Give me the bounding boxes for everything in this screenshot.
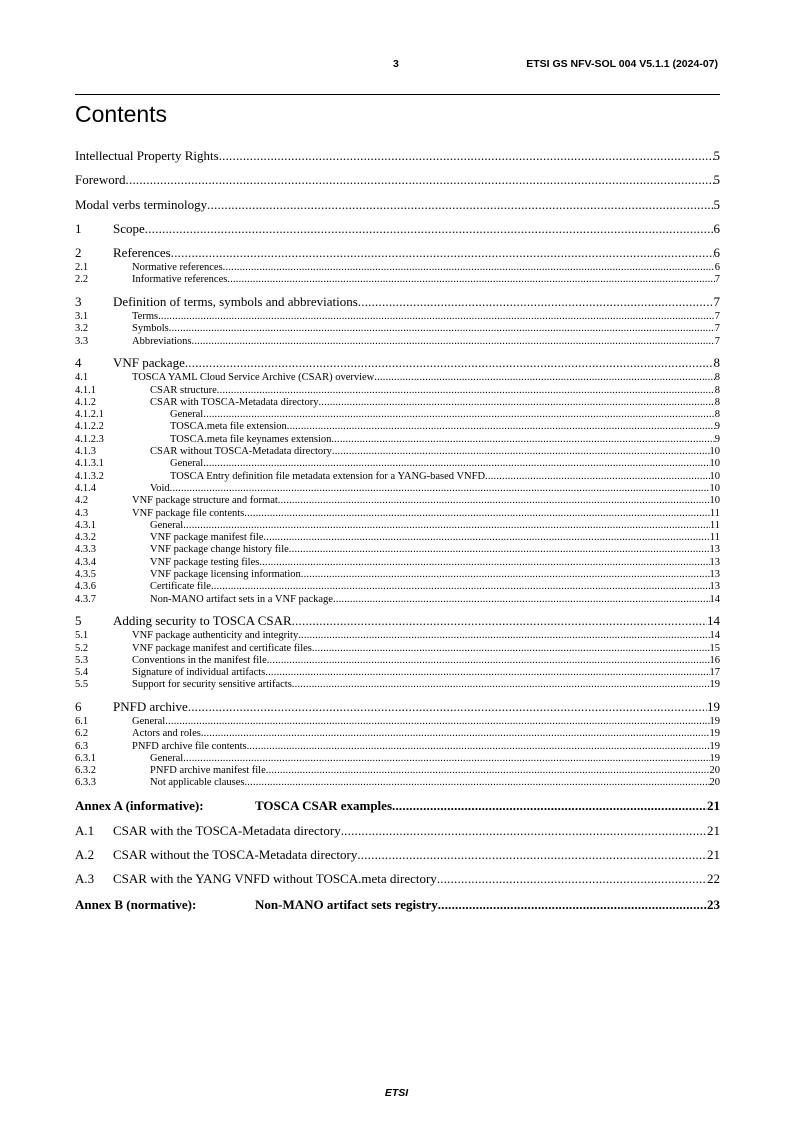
toc-leader-dots [203, 458, 709, 469]
toc-entry-title: Foreword [75, 172, 126, 188]
toc-entry-title: General [132, 715, 166, 727]
toc-leader-dots [341, 823, 707, 839]
toc-entry-page: 21 [707, 822, 720, 838]
toc-entry[interactable] [75, 581, 720, 593]
toc-entry[interactable] [75, 823, 720, 840]
toc-leader-dots [203, 409, 715, 420]
toc-leader-dots [170, 483, 710, 494]
toc-entry[interactable] [75, 197, 720, 214]
toc-entry-page: 19 [709, 679, 720, 691]
toc-entry[interactable] [75, 679, 720, 691]
toc-entry-page: 11 [709, 519, 720, 531]
toc-entry-page: 19 [709, 752, 720, 764]
toc-entry-title: Informative references [132, 274, 228, 286]
toc-entry-page: 17 [709, 667, 720, 679]
toc-entry-number: 6.2 [75, 728, 89, 740]
toc-entry-number: 2.2 [75, 274, 89, 286]
toc-entry-number: 4.3.4 [75, 556, 96, 568]
toc-entry-page: 10 [709, 495, 720, 507]
toc-entry-number: 4.3.1 [75, 519, 96, 531]
toc-entry-title: General [170, 458, 204, 470]
toc-leader-dots [192, 336, 715, 347]
toc-leader-dots [318, 397, 714, 408]
toc-entry-title: VNF package licensing information [150, 569, 301, 581]
toc-leader-dots [207, 197, 713, 213]
toc-entry-page: 11 [709, 532, 720, 544]
toc-entry-title: PNFD archive file contents [132, 740, 247, 752]
toc-entry[interactable] [75, 483, 720, 495]
toc-entry-title: PNFD archive manifest file [150, 765, 266, 777]
toc-entry[interactable] [75, 667, 720, 679]
toc-entry[interactable] [75, 385, 720, 397]
toc-entry-number: 4.1.3.1 [75, 458, 104, 470]
toc-entry-title: Adding security to TOSCA CSAR [113, 613, 292, 629]
toc-entry-page: 8 [714, 396, 720, 408]
toc-entry[interactable] [75, 458, 720, 470]
toc-entry-number: 5.3 [75, 654, 89, 666]
toc-entry-number: 2 [75, 245, 82, 261]
toc-entry[interactable] [75, 532, 720, 544]
toc-entry[interactable] [75, 594, 720, 606]
toc-entry[interactable] [75, 557, 720, 569]
toc-entry[interactable] [75, 613, 720, 630]
toc-entry-page: 13 [709, 556, 720, 568]
toc-entry-page: 20 [709, 765, 720, 777]
toc-entry[interactable] [75, 323, 720, 335]
toc-entry[interactable] [75, 716, 720, 728]
toc-entry-number: 4.3.5 [75, 569, 96, 581]
toc-entry-page: 14 [709, 593, 720, 605]
toc-entry[interactable] [75, 294, 720, 311]
toc-leader-dots [358, 294, 714, 310]
toc-entry-number: 4.3.3 [75, 544, 96, 556]
toc-entry-page: 21 [707, 798, 720, 814]
toc-entry-number: 4.1 [75, 372, 89, 384]
toc-leader-dots [312, 643, 710, 654]
toc-entry-title: TOSCA.meta file extension [170, 421, 287, 433]
toc-leader-dots [333, 594, 710, 605]
toc-entry-page: 9 [714, 421, 720, 433]
toc-leader-dots [438, 897, 707, 913]
toc-entry[interactable] [75, 798, 720, 815]
toc-leader-dots [266, 765, 710, 776]
toc-entry[interactable] [75, 753, 720, 765]
toc-leader-dots [392, 798, 707, 814]
toc-entry-number: 2.1 [75, 262, 89, 274]
toc-leader-dots [263, 532, 709, 543]
toc-entry-page: 7 [714, 311, 720, 323]
toc-entry-number: 5.1 [75, 630, 89, 642]
toc-entry-page: 14 [707, 613, 720, 629]
toc-entry-page: 10 [709, 482, 720, 494]
toc-leader-dots [265, 667, 709, 678]
toc-entry-number: 4.1.3.2 [75, 470, 104, 482]
toc-entry-page: 5 [713, 172, 720, 188]
toc-entry-title: VNF package manifest and certificate files [132, 642, 312, 654]
toc-entry-title: VNF package structure and format [132, 495, 278, 507]
toc-entry[interactable] [75, 409, 720, 421]
toc-entry[interactable] [75, 471, 720, 483]
toc-entry-title: TOSCA.meta file keynames extension [170, 433, 332, 445]
toc-entry-title: Non-MANO artifact sets registry [255, 896, 438, 912]
toc-entry-number: 4.3.6 [75, 581, 96, 593]
toc-entry-page: 13 [709, 544, 720, 556]
toc-entry-page: 7 [714, 323, 720, 335]
toc-entry-number: 4 [75, 355, 82, 371]
toc-leader-dots [126, 172, 714, 188]
toc-entry-title: Certificate file [150, 581, 211, 593]
toc-entry[interactable] [75, 262, 720, 274]
toc-leader-dots [292, 679, 710, 690]
toc-entry[interactable] [75, 336, 720, 348]
toc-entry-number: 4.1.3 [75, 446, 96, 458]
toc-entry-title: Signature of individual artifacts [132, 667, 266, 679]
toc-entry-page: 7 [714, 274, 720, 286]
toc-entry-page: 9 [714, 433, 720, 445]
toc-entry-title: Normative references [132, 262, 223, 274]
toc-entry-page: 16 [709, 654, 720, 666]
toc-entry-title: VNF package [113, 355, 185, 371]
toc-leader-dots [357, 847, 707, 863]
toc-entry-number: 3.1 [75, 311, 89, 323]
toc-entry[interactable] [75, 520, 720, 532]
toc-leader-dots [165, 716, 709, 727]
toc-entry-page: 6 [713, 220, 720, 236]
toc-leader-dots [145, 221, 714, 237]
toc-entry-number: 3.3 [75, 335, 89, 347]
toc-entry-number: 4.1.4 [75, 482, 96, 494]
toc-entry-number: 6.1 [75, 715, 89, 727]
toc-entry-page: 5 [713, 196, 720, 212]
toc-entry[interactable] [75, 274, 720, 286]
toc-entry-number: Annex A (informative): [75, 798, 204, 814]
toc-entry-title: Not applicable clauses [150, 777, 245, 789]
toc-entry-number: 6.3 [75, 740, 89, 752]
toc-entry-page: 8 [714, 372, 720, 384]
toc-entry[interactable] [75, 148, 720, 165]
toc-entry-page: 7 [713, 294, 720, 310]
toc-entry-page: 6 [714, 262, 720, 274]
toc-entry-page: 13 [709, 569, 720, 581]
toc-entry-number: 5.2 [75, 642, 89, 654]
toc-entry-title: CSAR with TOSCA-Metadata directory [150, 396, 319, 408]
toc-entry-title: Actors and roles [132, 728, 201, 740]
toc-entry-title: Conventions in the manifest file [132, 654, 267, 666]
toc-leader-dots [244, 508, 710, 519]
toc-entry[interactable] [75, 741, 720, 753]
page-title: Contents [75, 101, 168, 127]
toc-entry-title: VNF package manifest file [150, 532, 264, 544]
page-footer: ETSI [384, 1087, 409, 1099]
toc-leader-dots [188, 699, 707, 715]
toc-entry-page: 22 [707, 871, 720, 887]
toc-leader-dots [244, 777, 709, 788]
toc-entry-page: 13 [709, 581, 720, 593]
toc-leader-dots [223, 262, 715, 273]
toc-entry-page: 10 [709, 470, 720, 482]
toc-entry-number: 4.1.2.3 [75, 433, 104, 445]
toc-entry-number: A.1 [75, 822, 95, 838]
toc-entry[interactable] [75, 699, 720, 716]
toc-entry-title: CSAR with the YANG VNFD without TOSCA.meta directory [113, 871, 437, 887]
toc-entry[interactable] [75, 446, 720, 458]
toc-entry-title: PNFD archive [113, 698, 188, 714]
toc-leader-dots [171, 245, 714, 261]
toc-entry-title: Abbreviations [132, 335, 192, 347]
toc-entry-title: Modal verbs terminology [75, 196, 208, 212]
toc-entry-title: VNF package file contents [132, 507, 245, 519]
toc-entry-title: Void [150, 482, 170, 494]
toc-entry[interactable] [75, 372, 720, 384]
toc-leader-dots [158, 311, 715, 322]
toc-entry[interactable] [75, 172, 720, 189]
toc-entry[interactable] [75, 728, 720, 740]
toc-leader-dots [211, 581, 710, 592]
toc-leader-dots [292, 613, 707, 629]
toc-leader-dots [278, 495, 710, 506]
toc-entry-number: 5 [75, 613, 82, 629]
toc-entry-page: 20 [709, 777, 720, 789]
toc-entry-number: 5.4 [75, 667, 89, 679]
toc-entry-number: 4.3.2 [75, 532, 96, 544]
toc-leader-dots [183, 753, 709, 764]
toc-leader-dots [219, 148, 714, 164]
toc-leader-dots [169, 323, 715, 334]
toc-entry[interactable] [75, 421, 720, 433]
toc-entry[interactable] [75, 847, 720, 864]
toc-entry-title: Symbols [132, 323, 169, 335]
toc-entry-page: 19 [709, 715, 720, 727]
toc-entry-title: TOSCA YAML Cloud Service Archive (CSAR) overview [132, 372, 375, 384]
toc-entry[interactable] [75, 897, 720, 914]
toc-entry-number: 5.5 [75, 679, 89, 691]
toc-entry-title: VNF package testing files [150, 556, 260, 568]
toc-entry-title: Definition of terms, symbols and abbreviations [113, 294, 358, 310]
toc-entry-page: 8 [714, 409, 720, 421]
toc-entry-number: 6.3.2 [75, 765, 96, 777]
page-number: 3 [393, 58, 399, 70]
toc-leader-dots [217, 385, 715, 396]
toc-entry-page: 23 [707, 896, 720, 912]
toc-entry-title: CSAR structure [150, 384, 217, 396]
toc-entry-title: TOSCA Entry definition file metadata extension for a YANG-based VNFD [170, 470, 486, 482]
toc-entry[interactable] [75, 643, 720, 655]
toc-entry-page: 5 [713, 148, 720, 163]
toc-entry-page: 15 [709, 642, 720, 654]
toc-entry-page: 14 [709, 630, 720, 642]
toc-entry[interactable] [75, 311, 720, 323]
toc-leader-dots [301, 569, 710, 580]
toc-entry-title: CSAR without TOSCA-Metadata directory [150, 446, 332, 458]
toc-entry[interactable] [75, 765, 720, 777]
toc-entry-title: VNF package change history file [150, 544, 289, 556]
toc-entry-number: 4.3.7 [75, 593, 96, 605]
toc-entry-title: Terms [132, 311, 159, 323]
toc-entry-page: 21 [707, 846, 720, 862]
toc-leader-dots [437, 871, 707, 887]
table-of-contents [75, 142, 720, 914]
toc-entry-page: 19 [707, 698, 720, 714]
toc-entry-number: 4.1.2 [75, 396, 96, 408]
toc-entry-number: A.3 [75, 871, 95, 887]
toc-entry-title: General [150, 752, 184, 764]
toc-entry[interactable] [75, 221, 720, 238]
toc-entry-number: 3.2 [75, 323, 89, 335]
toc-entry[interactable] [75, 245, 720, 262]
toc-entry[interactable] [75, 630, 720, 642]
toc-entry-number: 3 [75, 294, 82, 310]
toc-entry-title: Intellectual Property Rights [75, 148, 219, 163]
toc-leader-dots [259, 557, 709, 568]
toc-entry-number: 1 [75, 220, 82, 236]
toc-entry-number: 4.1.2.1 [75, 409, 104, 421]
toc-entry-number: A.2 [75, 846, 95, 862]
toc-leader-dots [298, 630, 709, 641]
toc-entry[interactable] [75, 434, 720, 446]
toc-entry-page: 6 [713, 245, 720, 261]
toc-entry-page: 11 [709, 507, 720, 519]
toc-entry-number: 4.2 [75, 495, 89, 507]
toc-entry-title: References [113, 245, 171, 261]
document-id: ETSI GS NFV-SOL 004 V5.1.1 (2024-07) [526, 58, 718, 70]
toc-leader-dots [331, 434, 714, 445]
toc-leader-dots [374, 372, 714, 383]
toc-entry[interactable] [75, 871, 720, 888]
toc-entry-page: 19 [709, 728, 720, 740]
toc-leader-dots [287, 421, 715, 432]
toc-leader-dots [485, 471, 709, 482]
toc-entry[interactable] [75, 655, 720, 667]
toc-entry-page: 10 [709, 458, 720, 470]
toc-entry-title: General [170, 409, 204, 421]
toc-entry[interactable] [75, 397, 720, 409]
toc-entry[interactable] [75, 495, 720, 507]
header-rule [75, 94, 720, 95]
toc-entry[interactable] [75, 544, 720, 556]
toc-leader-dots [185, 355, 714, 371]
toc-entry-title: TOSCA CSAR examples [255, 798, 393, 814]
toc-leader-dots [332, 446, 710, 457]
toc-entry[interactable] [75, 508, 720, 520]
toc-entry-number: 4.1.1 [75, 384, 96, 396]
toc-leader-dots [267, 655, 710, 666]
toc-entry-page: 7 [714, 335, 720, 347]
toc-leader-dots [201, 728, 710, 739]
toc-leader-dots [289, 544, 710, 555]
toc-entry-number: Annex B (normative): [75, 896, 197, 912]
toc-entry-title: CSAR with the TOSCA-Metadata directory [113, 822, 341, 838]
toc-entry-number: 6.3.1 [75, 752, 96, 764]
toc-entry-number: 6.3.3 [75, 777, 96, 789]
toc-entry-title: CSAR without the TOSCA-Metadata directory [113, 846, 358, 862]
toc-entry-page: 19 [709, 740, 720, 752]
toc-entry-title: Scope [113, 220, 145, 236]
toc-entry-title: Support for security sensitive artifacts [132, 679, 292, 691]
toc-entry[interactable] [75, 355, 720, 372]
toc-leader-dots [227, 274, 714, 285]
toc-leader-dots [183, 520, 710, 531]
toc-entry-title: VNF package authenticity and integrity [132, 630, 299, 642]
toc-leader-dots [247, 741, 710, 752]
toc-entry[interactable] [75, 777, 720, 789]
toc-entry-title: Non-MANO artifact sets in a VNF package [150, 593, 333, 605]
toc-entry-page: 8 [714, 384, 720, 396]
toc-entry-page: 10 [709, 446, 720, 458]
toc-entry-title: General [150, 519, 184, 531]
toc-entry[interactable] [75, 569, 720, 581]
toc-entry-page: 8 [713, 355, 720, 371]
toc-entry-number: 4.1.2.2 [75, 421, 104, 433]
toc-entry-number: 4.3 [75, 507, 89, 519]
toc-entry-number: 6 [75, 698, 82, 714]
